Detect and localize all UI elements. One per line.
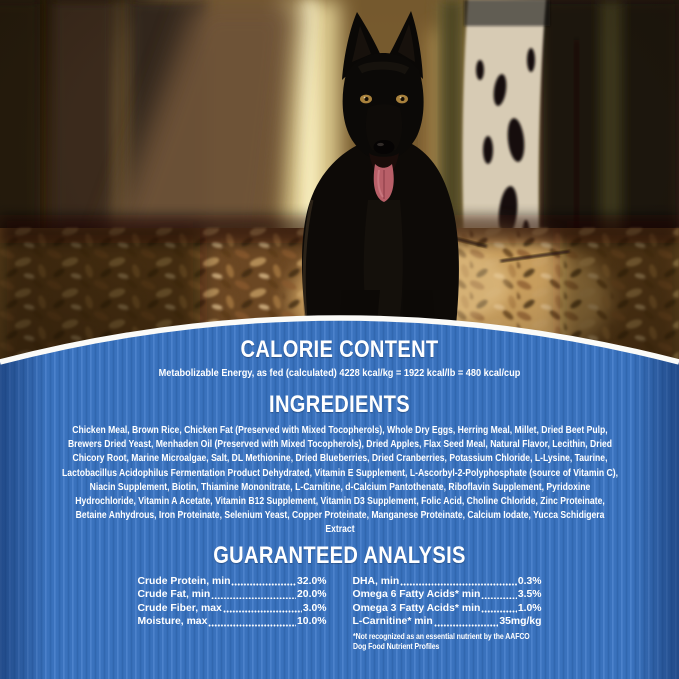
ga-left-column (138, 575, 327, 660)
ga-value: 0.3% (517, 575, 542, 587)
ga-label: Omega 6 Fatty Acids* min (352, 589, 481, 601)
ga-right-column (353, 575, 542, 660)
ingredients-heading: INGREDIENTS (269, 391, 410, 418)
ga-value: 35mg/kg (499, 616, 542, 628)
dot-leader (208, 624, 296, 627)
ga-label: DHA, min (352, 575, 400, 587)
dot-leader (434, 624, 499, 627)
ga-label: Moisture, max (137, 616, 208, 628)
ga-row-crude-protein (138, 575, 327, 589)
ga-row-dha (353, 575, 542, 589)
ga-label: Crude Fat, min (137, 589, 211, 601)
calorie-content-heading: CALORIE CONTENT (240, 336, 439, 363)
ga-row-omega6 (353, 588, 542, 602)
ga-value: 10.0% (297, 616, 327, 628)
ingredients-text: Chicken Meal, Brown Rice, Chicken Fat (Preserved with Mixed Tocopherols), Whole Dry Eggs, Herring Meal, Millet, Dried Beet Pulp, Brewers Dried Yeast, Menhaden Oil (Preserved with Mixed Tocopherols), Dried Apples, Flax Seed Meal, Natural Flavor, Lecithin, Dried Chicory Root, Marine Microalgae, Salt, DL Methionine, Dried Blueberries, Dried Cranberries, Potassium Chloride, L-Lysine, Taurine, Lactobacillus Acidophilus Fermentation Product Dehydrated, Vitamin E Supplement, L-Ascorbyl-2-Polyphosphate (source of Vitamin C), Niacin Supplement, Biotin, Thiamine Mononitrate, L-Carnitine, d-Calcium Pantothenate, Riboflavin Supplement, Pyridoxine Hydrochloride, Vitamin A Acetate, Vitamin B12 Supplement, Vitamin D3 Supplement, Folic Acid, Choline Chloride, Zinc Proteinate, Betaine Anhydrous, Iron Proteinate, Selenium Yeast, Copper Proteinate, Manganese Proteinate, Calcium Iodate, Yucca Schidigera Extract (61, 425, 618, 536)
ga-row-crude-fat (138, 588, 327, 602)
dot-leader (231, 583, 296, 586)
panel-content (0, 313, 679, 679)
ga-row-moisture (138, 615, 327, 629)
dot-leader (223, 610, 302, 613)
dot-leader (481, 596, 517, 599)
ga-value: 1.0% (517, 602, 542, 614)
ga-label: Crude Protein, min (137, 575, 231, 587)
ga-row-omega3 (353, 602, 542, 616)
aafco-footnote: *Not recognized as an essential nutrient by the AAFCO Dog Food Nutrient Profiles (352, 631, 530, 651)
ga-row-lcarnitine (353, 615, 542, 629)
ga-label: Omega 3 Fatty Acids* min (352, 602, 481, 614)
info-panel (0, 313, 679, 679)
guaranteed-analysis-heading: GUARANTEED ANALYSIS (213, 541, 466, 569)
ga-value: 32.0% (297, 575, 327, 587)
ga-value: 20.0% (297, 589, 327, 601)
guaranteed-analysis-table (138, 575, 542, 660)
ga-value: 3.5% (517, 589, 542, 601)
ga-label: L-Carnitine* min (352, 616, 433, 628)
dot-leader (481, 610, 517, 613)
calorie-content-line: Metabolizable Energy, as fed (calculated) 4228 kcal/kg = 1922 kcal/lb = 480 kcal/cup (158, 368, 521, 379)
ga-label: Crude Fiber, max (137, 602, 222, 614)
dot-leader (400, 583, 517, 586)
dot-leader (211, 596, 296, 599)
ga-row-crude-fiber (138, 602, 327, 616)
ga-value: 3.0% (302, 602, 327, 614)
